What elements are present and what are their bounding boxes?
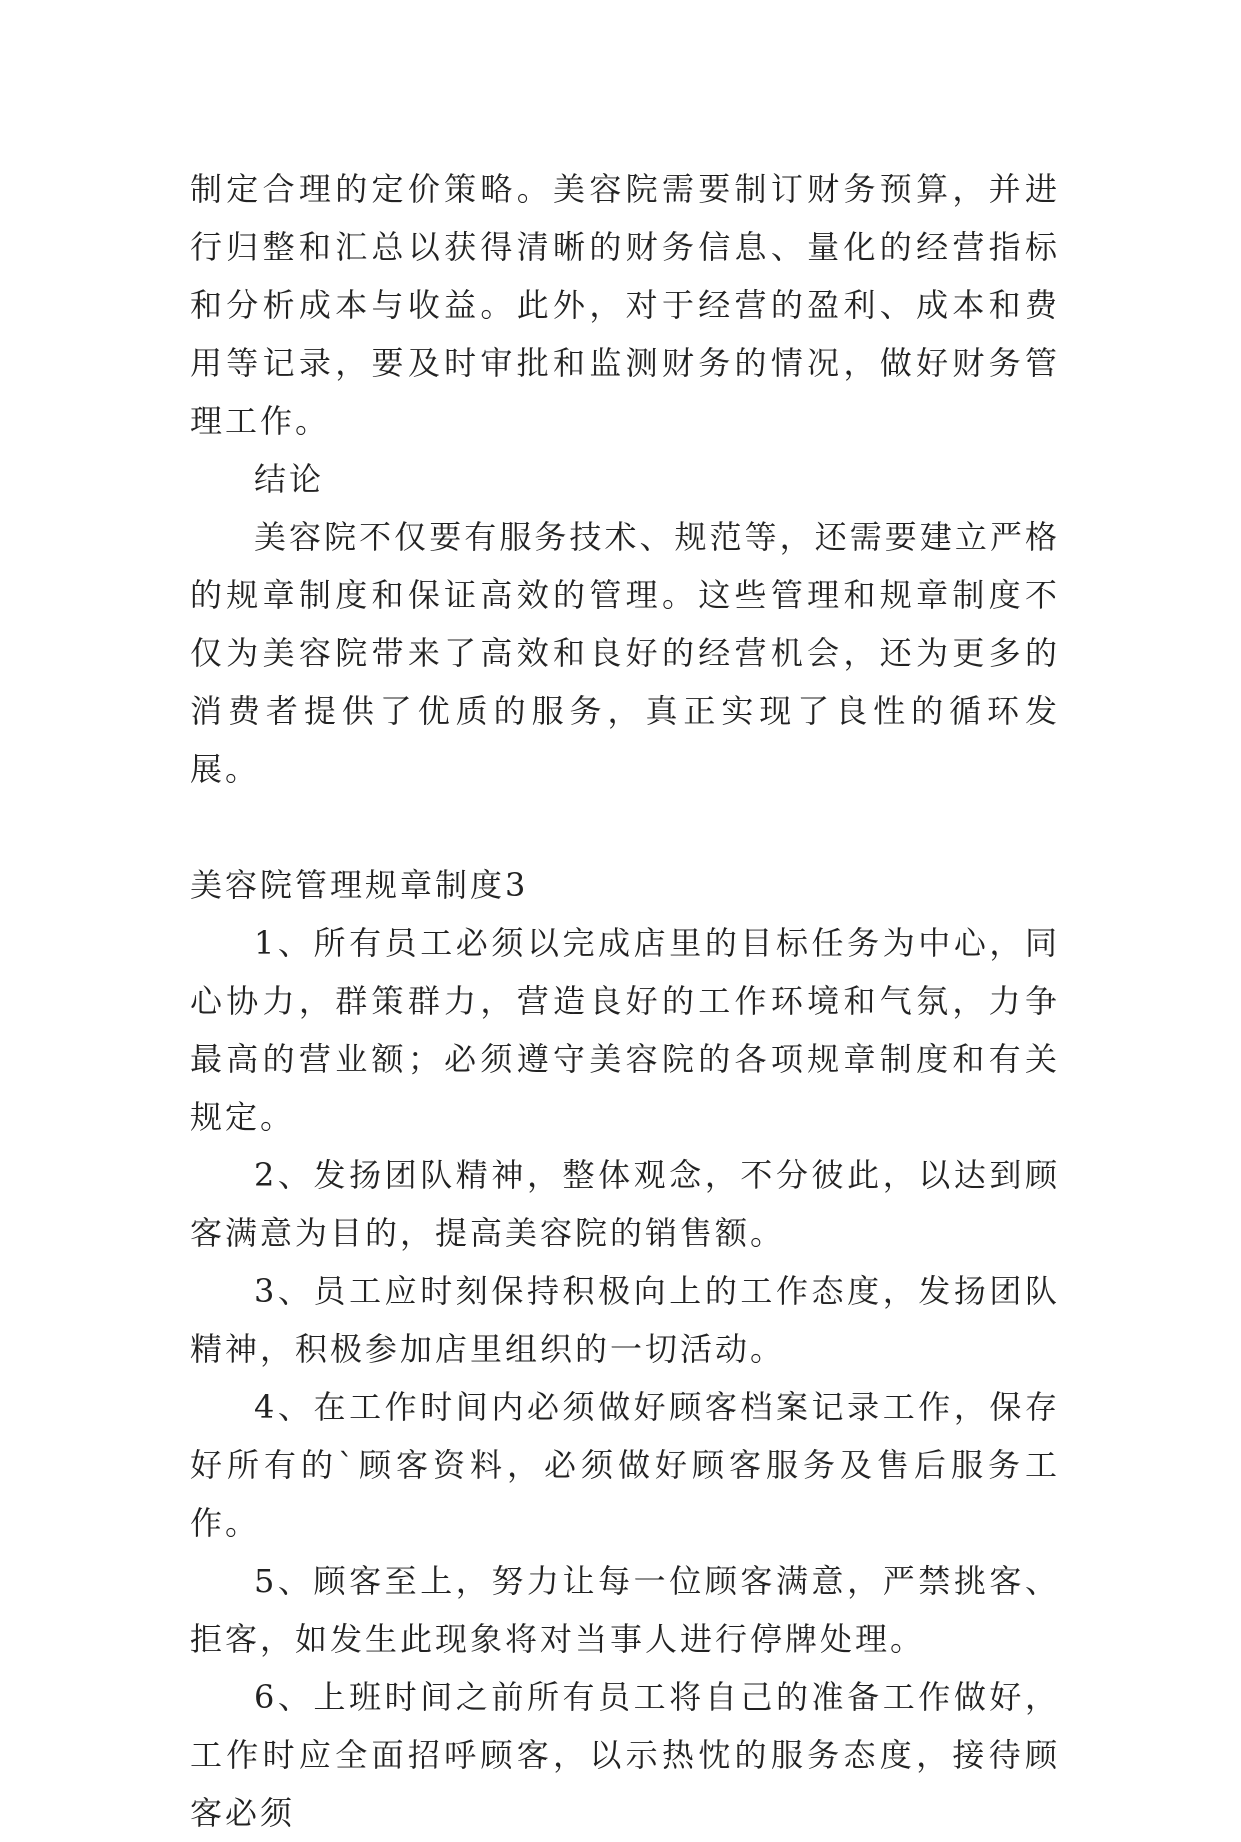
section-heading-conclusion: 结论: [254, 460, 325, 498]
section-title-rules-3: 美容院管理规章制度3: [190, 866, 529, 904]
paragraph-financial-management: 制定合理的定价策略。美容院需要制订财务预算，并进行归整和汇总以获得清晰的财务信息、量化的经营指标和分析成本与收益。此外，对于经营的盈利、成本和费用等记录，要及时审批和监测财务的情况，做好财务管理工作。: [190, 170, 1060, 440]
paragraph-conclusion: 美容院不仅要有服务技术、规范等，还需要建立严格的规章制度和保证高效的管理。这些管理和规章制度不仅为美容院带来了高效和良好的经营机会，还为更多的消费者提供了优质的服务，真正实现了良性的循环发展。: [190, 518, 1060, 788]
rule-item-5: 5、顾客至上，努力让每一位顾客满意，严禁挑客、拒客，如发生此现象将对当事人进行停牌处理。: [190, 1562, 1060, 1658]
document-body: [190, 160, 1060, 1842]
rule-item-3: 3、员工应时刻保持积极向上的工作态度，发扬团队精神，积极参加店里组织的一切活动。: [190, 1272, 1060, 1368]
rule-item-6: 6、上班时间之前所有员工将自己的准备工作做好，工作时应全面招呼顾客，以示热忱的服务态度，接待顾客必须: [190, 1678, 1060, 1832]
rule-item-2: 2、发扬团队精神，整体观念，不分彼此，以达到顾客满意为目的，提高美容院的销售额。: [190, 1156, 1060, 1252]
rule-item-1: 1、所有员工必须以完成店里的目标任务为中心，同心协力，群策群力，营造良好的工作环境和气氛，力争最高的营业额；必须遵守美容院的各项规章制度和有关规定。: [190, 924, 1060, 1136]
rule-item-4: 4、在工作时间内必须做好顾客档案记录工作，保存好所有的`顾客资料，必须做好顾客服务及售后服务工作。: [190, 1388, 1060, 1542]
